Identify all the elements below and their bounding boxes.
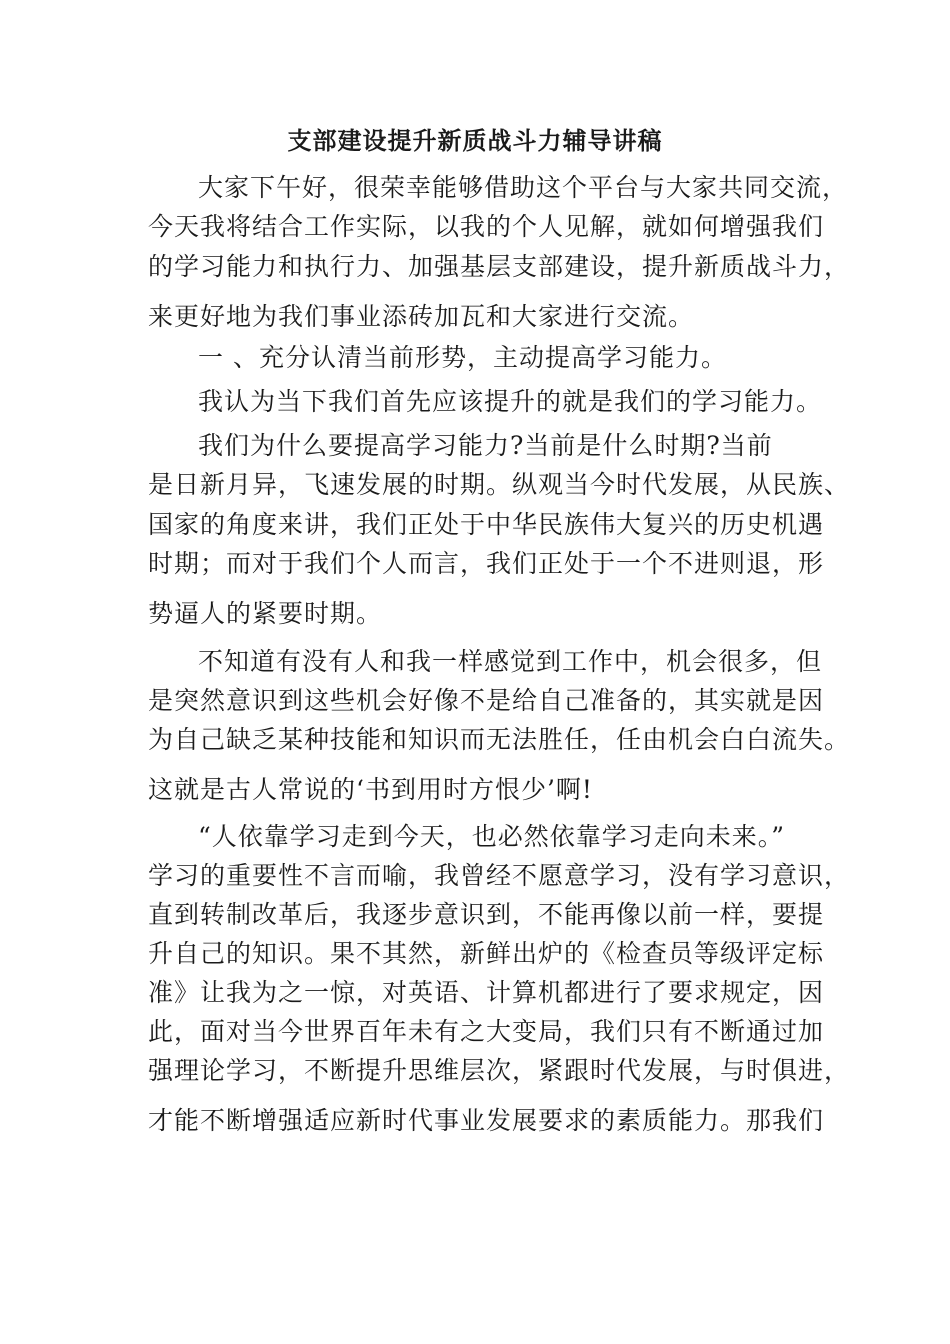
- text-line: 势逼人的紧要时期。: [148, 599, 383, 628]
- text-line: 今天我将结合工作实际，以我的个人见解，就如何增强我们: [148, 212, 825, 241]
- text-line: 我们为什么要提高学习能力?当前是什么时期?当前: [198, 431, 773, 460]
- text-line: 时期；而对于我们个人而言，我们正处于一个不进则退，形: [148, 549, 825, 578]
- text-line: 国家的角度来讲，我们正处于中华民族伟大复兴的历史机遇: [148, 510, 825, 539]
- text-line: 为自己缺乏某种技能和知识而无法胜任，任由机会白白流失。: [148, 725, 851, 754]
- document-title: 支部建设提升新质战斗力辅导讲稿: [287, 126, 663, 155]
- text-line: 学习的重要性不言而喻，我曾经不愿意学习，没有学习意识，: [148, 861, 851, 890]
- text-line: 准》让我为之一惊，对英语、计算机都进行了要求规定，因: [148, 978, 825, 1007]
- text-line: 升自己的知识。果不其然，新鲜出炉的《检查员等级评定标: [148, 939, 825, 968]
- text-line: 大家下午好，很荣幸能够借助这个平台与大家共同交流，: [198, 173, 849, 202]
- text-line: 是日新月异，飞速发展的时期。纵观当今时代发展，从民族、: [148, 470, 851, 499]
- section-heading: 一 、充分认清当前形势，主动提高学习能力。: [198, 343, 727, 372]
- quote-line: “人依靠学习走到今天，也必然依靠学习走向未来。”: [198, 822, 786, 851]
- text-line: 才能不断增强适应新时代事业发展要求的素质能力。那我们: [148, 1106, 825, 1135]
- text-line: 是突然意识到这些机会好像不是给自己准备的，其实就是因: [148, 686, 825, 715]
- text-line: 来更好地为我们事业添砖加瓦和大家进行交流。: [148, 302, 695, 331]
- text-line: 这就是古人常说的‘书到用时方恨少’啊!: [148, 775, 593, 804]
- text-line: 我认为当下我们首先应该提升的就是我们的学习能力。: [198, 387, 823, 416]
- text-line: 此，面对当今世界百年未有之大变局，我们只有不断通过加: [148, 1017, 825, 1046]
- text-line: 直到转制改革后，我逐步意识到，不能再像以前一样，要提: [148, 900, 825, 929]
- text-line: 不知道有没有人和我一样感觉到工作中，机会很多，但: [198, 647, 823, 676]
- text-line: 强理论学习，不断提升思维层次，紧跟时代发展，与时俱进，: [148, 1056, 851, 1085]
- text-line: 的学习能力和执行力、加强基层支部建设，提升新质战斗力，: [148, 252, 851, 281]
